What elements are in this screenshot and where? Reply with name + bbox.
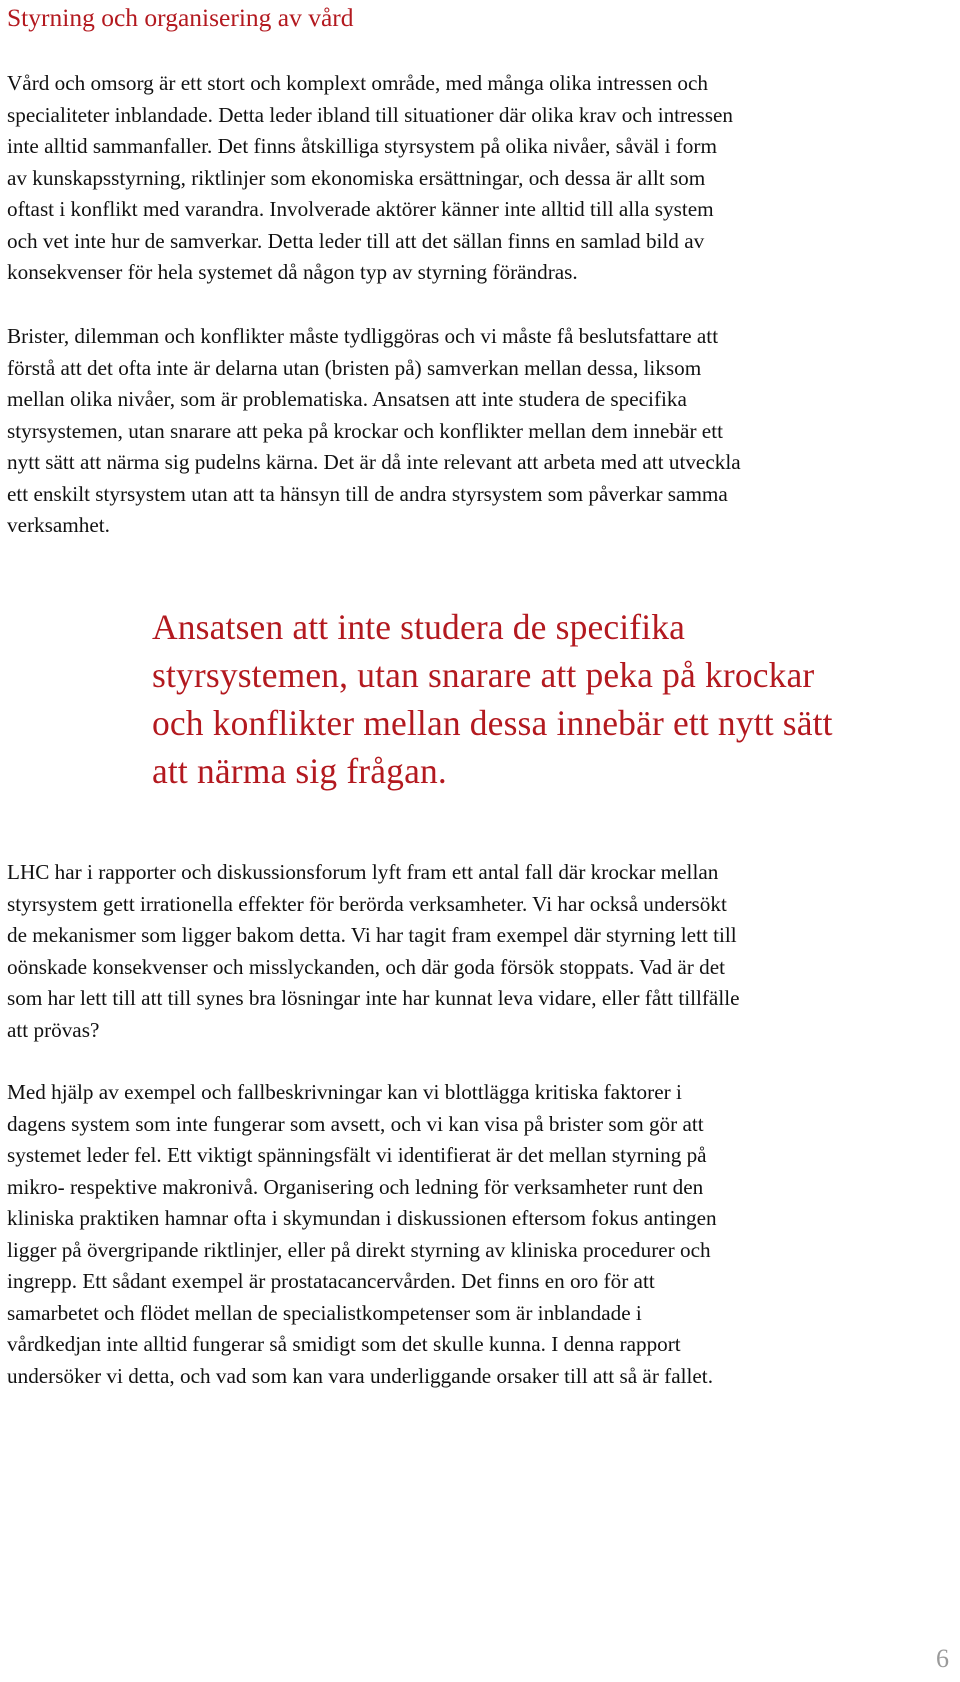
text-line: LHC har i rapporter och diskussionsforum lyft fram ett antal fall där krockar mellan <box>7 860 719 884</box>
text-line: samarbetet och flödet mellan de specialistkompetenser som är inblandade i <box>7 1300 642 1325</box>
text-line: ligger på övergripande riktlinjer, eller på direkt styrning av kliniska procedurer och <box>7 1237 711 1262</box>
text-line: oftast i konflikt med varandra. Involverade aktörer känner inte alltid till alla system <box>7 197 714 221</box>
text-line: kliniska praktiken hamnar ofta i skymundan i diskussionen eftersom fokus antingen <box>7 1206 717 1230</box>
text-line: Brister, dilemman och konflikter måste tydliggöras och vi måste få beslutsfattare att <box>7 324 719 348</box>
text-line: nytt sätt att närma sig pudelns kärna. Det är då inte relevant att arbeta med att utveckla <box>7 450 741 474</box>
text-line: ett enskilt styrsystem utan att ta hänsyn till de andra styrsystem som påverkar samma <box>7 481 728 506</box>
text-line: inte alltid sammanfaller. Det finns åtskilliga styrsystem på olika nivåer, såväl i form <box>7 134 717 158</box>
pull-quote-line: att närma sig frågan. <box>152 751 447 791</box>
pull-quote <box>152 603 942 795</box>
text-line: av kunskapsstyrning, riktlinjer som ekonomiska ersättningar, och dessa är allt som <box>7 165 706 190</box>
paragraph-lhc-cases <box>7 857 952 1046</box>
text-line: förstå att det ofta inte är delarna utan (bristen på) samverkan mellan dessa, liksom <box>7 355 702 380</box>
text-line: som har lett till att till synes bra lösningar inte har kunnat leva vidare, eller fått tillfälle <box>7 986 740 1010</box>
text-line: mellan olika nivåer, som är problematiska. Ansatsen att inte studera de specifika <box>7 387 687 411</box>
text-line: undersöker vi detta, och vad som kan vara underliggande orsaker till att så är fallet. <box>7 1363 713 1388</box>
text-line: styrsystemen, utan snarare att peka på krockar och konflikter mellan dem innebär ett <box>7 418 723 443</box>
pull-quote-line: styrsystemen, utan snarare att peka på krockar <box>152 655 815 695</box>
section-heading: Styrning och organisering av vård <box>7 3 354 32</box>
pull-quote-line: och konflikter mellan dessa innebär ett nytt sätt <box>152 703 833 743</box>
text-line: mikro- respektive makronivå. Organisering och ledning för verksamheter runt den <box>7 1174 704 1199</box>
text-line: verksamhet. <box>7 513 110 537</box>
text-line: ingrepp. Ett sådant exempel är prostatacancervården. Det finns en oro för att <box>7 1269 655 1293</box>
text-line: oönskade konsekvenser och misslyckanden, och där goda försök stoppats. Vad är det <box>7 954 726 979</box>
page-number: 6 <box>936 1644 949 1673</box>
text-line: Vård och omsorg är ett stort och komplext område, med många olika intressen och <box>7 71 708 95</box>
text-line: de mekanismer som ligger bakom detta. Vi har tagit fram exempel där styrning lett till <box>7 923 737 947</box>
text-line: och vet inte hur de samverkar. Detta leder till att det sällan finns en samlad bild av <box>7 228 705 253</box>
text-line: Med hjälp av exempel och fallbeskrivningar kan vi blottlägga kritiska faktorer i <box>7 1080 682 1104</box>
text-line: specialiteter inblandade. Detta leder ibland till situationer där olika krav och intressen <box>7 102 734 127</box>
paragraph-problems <box>7 321 952 542</box>
text-line: dagens system som inte fungerar som avsett, och vi kan visa på brister som gör att <box>7 1111 704 1136</box>
text-line: systemet leder fel. Ett viktigt spänningsfält vi identifierat är det mellan styrning på <box>7 1143 707 1167</box>
pull-quote-line: Ansatsen att inte studera de specifika <box>152 607 686 647</box>
text-line: styrsystem gett irrationella effekter för berörda verksamheter. Vi har också undersökt <box>7 891 727 916</box>
text-line: att prövas? <box>7 1017 100 1042</box>
paragraph-intro <box>7 68 952 289</box>
text-line: konsekvenser för hela systemet då någon typ av styrning förändras. <box>7 260 578 284</box>
text-line: vårdkedjan inte alltid fungerar så smidigt som det skulle kunna. I denna rapport <box>7 1332 681 1356</box>
paragraph-examples <box>7 1077 952 1392</box>
